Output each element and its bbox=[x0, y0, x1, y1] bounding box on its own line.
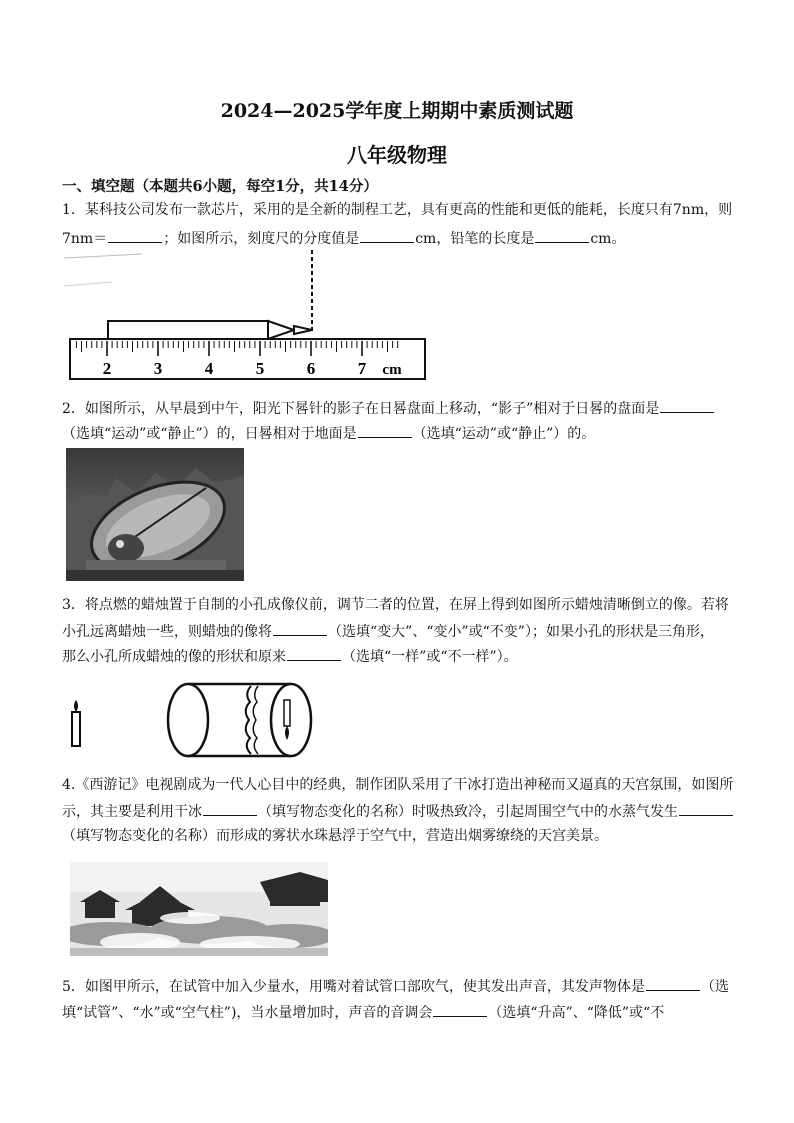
page-title: 2024—2025学年度上期期中素质测试题 bbox=[220, 100, 574, 122]
ruler-unit: cm bbox=[382, 362, 402, 378]
q3-line2: 小孔远离蜡烛一些，则蜡烛的像将 （选填“变大”、“变小”或“不变”）；如果小孔的形状是三角形， bbox=[62, 621, 714, 642]
ruler-label: 3 bbox=[153, 359, 163, 378]
q5-line1: 5．如图甲所示，在试管中加入少量水，用嘴对着试管口部吹气，使其发出声音，其发声物体是 （选 bbox=[62, 976, 729, 997]
answer-blank[interactable] bbox=[433, 1002, 487, 1017]
q5-line2: 填“试管”、“水”或“空气柱”)，当水量增加时，声音的音调会 （选填“升高”、“降低”或“不 bbox=[62, 1002, 664, 1023]
q1-line1: 1．某科技公司发布一款芯片，采用的是全新的制程工艺，具有更高的性能和更低的能耗，长度只有7nm，则 bbox=[62, 202, 733, 218]
answer-blank[interactable] bbox=[108, 228, 162, 243]
candle-icon bbox=[72, 700, 80, 746]
ruler-label: 2 bbox=[102, 359, 112, 378]
ruler-label: 5 bbox=[255, 359, 265, 378]
answer-blank[interactable] bbox=[273, 621, 327, 636]
pencil bbox=[108, 321, 312, 339]
answer-blank[interactable] bbox=[660, 398, 714, 413]
answer-blank[interactable] bbox=[646, 976, 700, 991]
ruler-label: 4 bbox=[204, 359, 214, 378]
page-subtitle: 八年级物理 bbox=[347, 143, 447, 167]
answer-blank[interactable] bbox=[679, 801, 733, 816]
answer-blank[interactable] bbox=[203, 801, 257, 816]
sundial-photo bbox=[66, 448, 244, 581]
q4-line1: 4.《西游记》电视剧成为一代人心目中的经典，制作团队采用了干冰打造出神秘而又逼真的天宫氛围，如图所 bbox=[62, 777, 734, 793]
q3-line1: 3．将点燃的蜡烛置于自制的小孔成像仪前，调节二者的位置，在屏上得到如图所示蜡烛清晰倒立的像。若将 bbox=[62, 597, 729, 613]
section-heading: 一、填空题（本题共6小题，每空1分，共14分） bbox=[62, 178, 378, 195]
q4-line3: （填写物态变化的名称）而形成的雾状水珠悬浮于空气中，营造出烟雾缭绕的天宫美景。 bbox=[62, 828, 608, 844]
ruler-label: 7 bbox=[357, 359, 367, 378]
q4-line2: 示，其主要是利用干冰 （填写物态变化的名称）时吸热致冷，引起周围空气中的水蒸气发生 bbox=[62, 801, 734, 822]
heavenly-palace-photo bbox=[70, 862, 328, 956]
answer-blank[interactable] bbox=[287, 646, 341, 661]
q1-line2: 7nm＝ ；如图所示，刻度尺的分度值是 cm，铅笔的长度是 cm。 bbox=[62, 228, 625, 249]
answer-blank[interactable] bbox=[535, 228, 589, 243]
answer-blank[interactable] bbox=[360, 228, 414, 243]
pinhole-camera-figure bbox=[66, 680, 318, 760]
ruler-pencil-figure bbox=[62, 250, 434, 382]
q2-line1: 2．如图所示，从早晨到中午，阳光下晷针的影子在日晷盘面上移动，“影子”相对于日晷的盘面是 bbox=[62, 398, 715, 419]
answer-blank[interactable] bbox=[358, 423, 412, 438]
q3-line3: 那么小孔所成蜡烛的像的形状和原来 （选填“一样”或“不一样”）。 bbox=[62, 646, 518, 667]
ruler-label: 6 bbox=[306, 359, 316, 378]
pinhole-camera bbox=[168, 684, 311, 756]
ruler bbox=[70, 339, 425, 379]
q2-line2: （选填“运动”或“静止”）的，日晷相对于地面是 （选填“运动”或“静止”）的。 bbox=[62, 423, 595, 444]
